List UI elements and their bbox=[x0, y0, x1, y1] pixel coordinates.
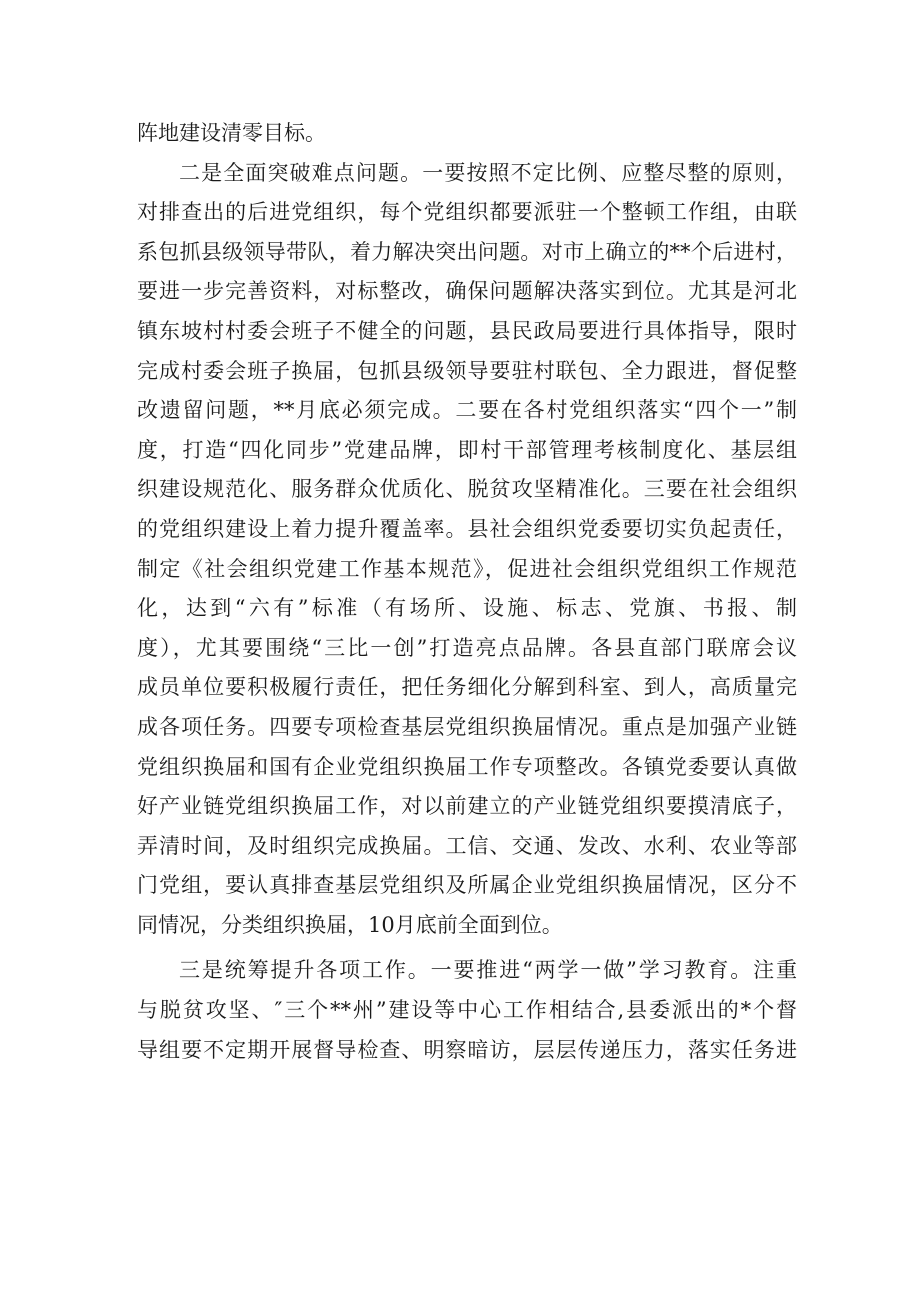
paragraph bbox=[137, 951, 797, 1070]
text-line: 镇东坡村村委会班子不健全的问题，县民政局要进行具体指导，限时 bbox=[137, 318, 797, 343]
text-line: 二是全面突破难点问题。一要按照不定比例、应整尽整的原则， bbox=[179, 160, 797, 185]
text-line: 党组织换届和国有企业党组织换届工作专项整改。各镇党委要认真做 bbox=[137, 754, 797, 779]
text-line: 成员单位要积极履行责任，把任务细化分解到科室、到人，高质量完 bbox=[137, 675, 797, 700]
text-line: 度），尤其要围绕“三比一创”打造亮点品牌。各县直部门联席会议 bbox=[137, 635, 797, 660]
text-line: 改遗留问题，**月底必须完成。二要在各村党组织落实“四个一”制 bbox=[137, 398, 797, 423]
text-line: 好产业链党组织换届工作，对以前建立的产业链党组织要摸清底子， bbox=[137, 794, 797, 819]
text-line: 弄清时间，及时组织完成换届。工信、交通、发改、水利、农业等部 bbox=[137, 833, 797, 858]
text-line: 织建设规范化、服务群众优质化、脱贫攻坚精准化。三要在社会组织 bbox=[137, 477, 797, 502]
text-line: 的党组织建设上着力提升覆盖率。县社会组织党委要切实负起责任， bbox=[137, 516, 797, 541]
text-line: 三是统筹提升各项工作。一要推进“两学一做”学习教育。注重 bbox=[179, 958, 797, 983]
paragraph bbox=[137, 154, 797, 946]
text-line: 同情况，分类组织换届，10月底前全面到位。 bbox=[137, 912, 563, 937]
text-line: 导组要不定期开展督导检查、明察暗访，层层传递压力，落实任务进 bbox=[137, 1037, 797, 1062]
text-line: 要进一步完善资料，对标整改，确保问题解决落实到位。尤其是河北 bbox=[137, 279, 797, 304]
text-line: 阵地建设清零目标。 bbox=[137, 121, 326, 145]
text-line: 化，达到“六有”标准（有场所、设施、标志、党旗、书报、制 bbox=[137, 596, 797, 621]
text-line: 对排查出的后进党组织，每个党组织都要派驻一个整顿工作组，由联 bbox=[137, 200, 797, 225]
document-body bbox=[137, 114, 797, 1070]
text-line: 度，打造“四化同步”党建品牌，即村干部管理考核制度化、基层组 bbox=[137, 437, 797, 462]
text-line: 制定《社会组织党建工作基本规范》，促进社会组织党组织工作规范 bbox=[137, 556, 797, 581]
text-line: 与脱贫攻坚、″三个**州”建设等中心工作相结合,县委派出的*个督 bbox=[137, 998, 797, 1023]
text-line: 系包抓县级领导带队，着力解决突出问题。对市上确立的**个后进村， bbox=[137, 239, 797, 264]
text-line: 门党组，要认真排查基层党组织及所属企业党组织换届情况，区分不 bbox=[137, 873, 797, 898]
paragraph bbox=[137, 114, 797, 154]
text-line: 完成村委会班子换届，包抓县级领导要驻村联包、全力跟进，督促整 bbox=[137, 358, 797, 383]
text-line: 成各项任务。四要专项检查基层党组织换届情况。重点是加强产业链 bbox=[137, 714, 797, 739]
